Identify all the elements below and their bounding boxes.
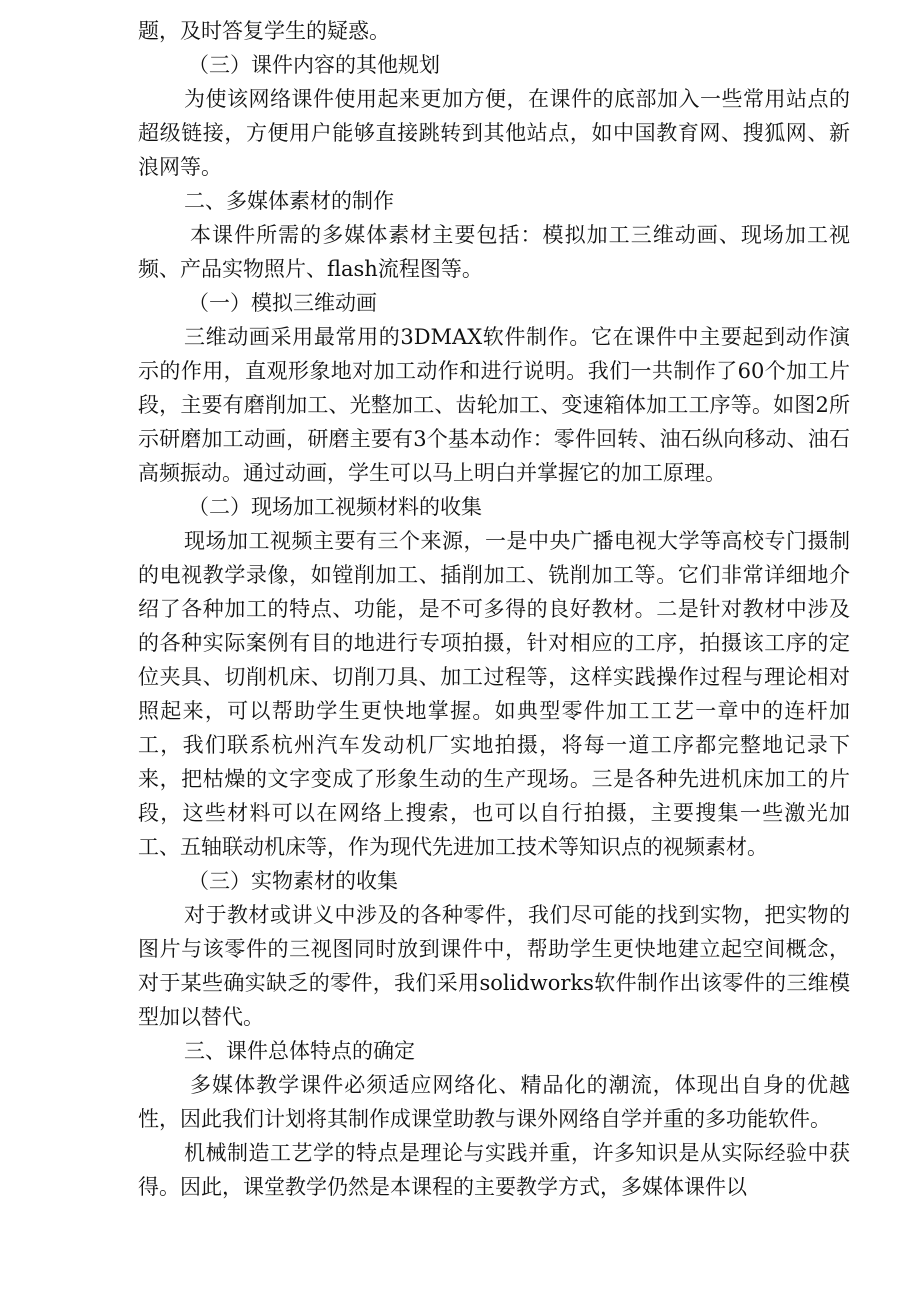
- paragraph-physical-materials: 对于教材或讲义中涉及的各种零件，我们尽可能的找到实物，把实物的图片与该零件的三视图同时放到课件中，帮助学生更快地建立起空间概念，对于某些确实缺乏的零件，我们采用solidworks软件制作出该零件的三维模型加以替代。: [138, 903, 850, 1029]
- paragraph-course-characteristics: 机械制造工艺学的特点是理论与实践并重，许多知识是从实际经验中获得。因此，课堂教学仍然是本课程的主要教学方式，多媒体课件以: [138, 1141, 850, 1199]
- paragraph-continued: 题，及时答复学生的疑惑。: [138, 19, 390, 43]
- heading-multimedia-materials: 二、多媒体素材的制作: [184, 189, 394, 213]
- paragraph-materials-overview: 本课件所需的多媒体素材主要包括：模拟加工三维动画、现场加工视频、产品实物照片、flash流程图等。: [138, 223, 850, 281]
- heading-overall-features: 三、课件总体特点的确定: [184, 1039, 415, 1063]
- subheading-physical-materials: （三）实物素材的收集: [188, 869, 398, 893]
- paragraph-3d-animation: 三维动画采用最常用的3DMAX软件制作。它在课件中主要起到动作演示的作用，直观形象地对加工动作和进行说明。我们一共制作了60个加工片段，主要有磨削加工、光整加工、齿轮加工、变速箱体加工工序等。如图2所示研磨加工动画，研磨主要有3个基本动作：零件回转、油石纵向移动、油石高频振动。通过动画，学生可以马上明白并掌握它的加工原理。: [138, 325, 850, 485]
- document-page: [138, 14, 850, 1204]
- subheading-3d-animation: （一）模拟三维动画: [188, 291, 377, 315]
- paragraph-video-collection: 现场加工视频主要有三个来源，一是中央广播电视大学等高校专门摄制的电视教学录像，如镗削加工、插削加工、铣削加工等。它们非常详细地介绍了各种加工的特点、功能，是不可多得的良好教材。二是针对教材中涉及的各种实际案例有目的地进行专项拍摄，针对相应的工序，拍摄该工序的定位夹具、切削机床、切削刀具、加工过程等，这样实践操作过程与理论相对照起来，可以帮助学生更快地掌握。如典型零件加工工艺一章中的连杆加工，我们联系杭州汽车发动机厂实地拍摄，将每一道工序都完整地记录下来，把枯燥的文字变成了形象生动的生产现场。三是各种先进机床加工的片段，这些材料可以在网络上搜索，也可以自行拍摄，主要搜集一些激光加工、五轴联动机床等，作为现代先进加工技术等知识点的视频素材。: [138, 529, 850, 859]
- paragraph-overall-features: 多媒体教学课件必须适应网络化、精品化的潮流，体现出自身的优越性，因此我们计划将其制作成课堂助教与课外网络自学并重的多功能软件。: [138, 1073, 850, 1131]
- subheading-other-planning: （三）课件内容的其他规划: [188, 53, 440, 77]
- paragraph-hyperlinks: 为使该网络课件使用起来更加方便，在课件的底部加入一些常用站点的超级链接，方便用户能够直接跳转到其他站点，如中国教育网、搜狐网、新浪网等。: [138, 87, 850, 179]
- subheading-video-collection: （二）现场加工视频材料的收集: [188, 495, 482, 519]
